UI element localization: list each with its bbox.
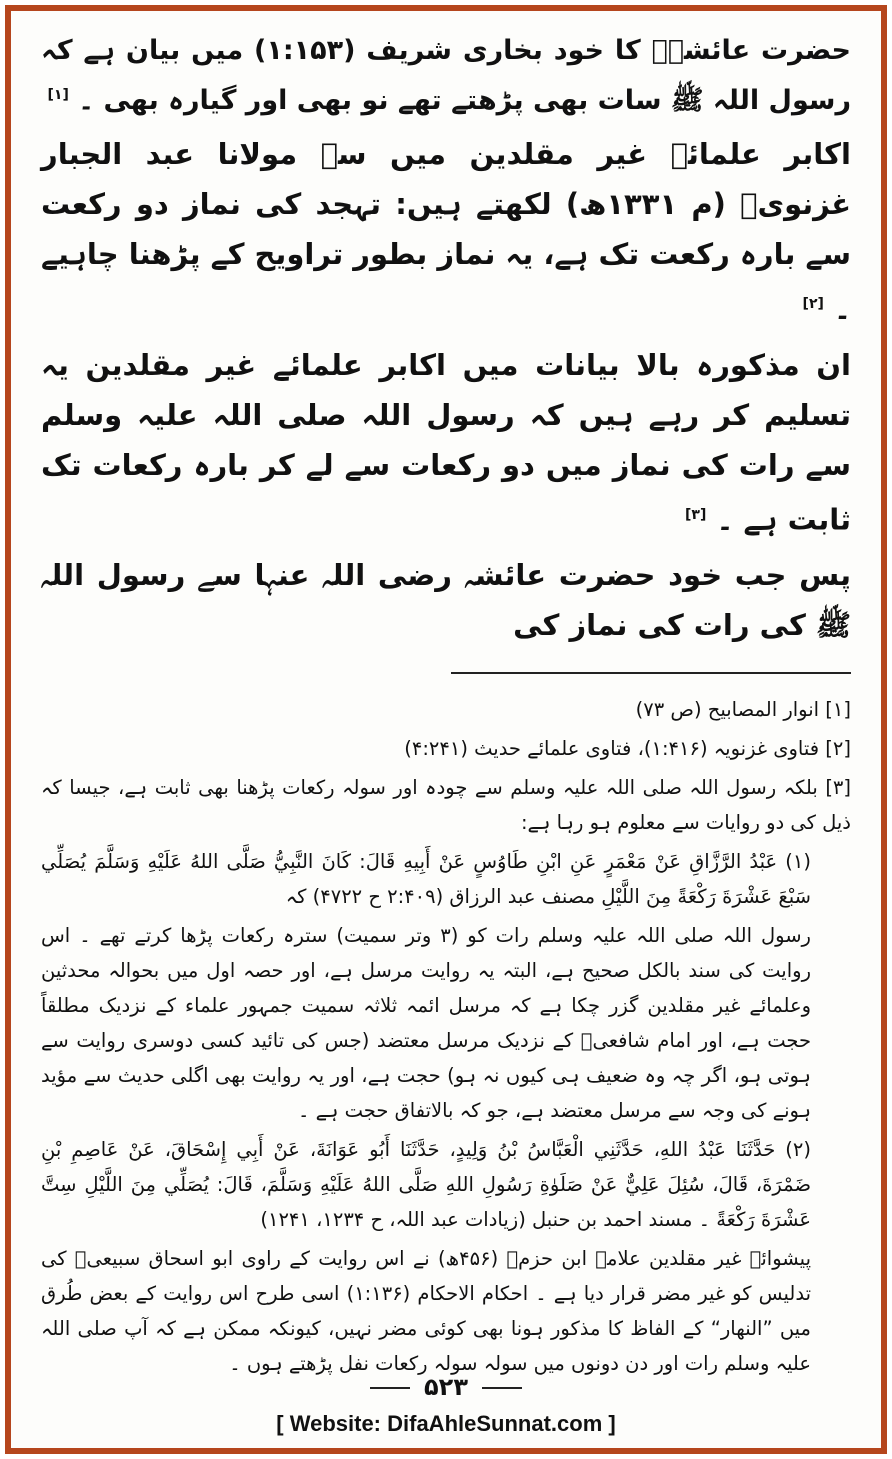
- main-paragraph-4: پس جب خود حضرت عائشہ رضی اللہ عنہا سے رسول اللہ ﷺ کی رات کی نماز کی: [41, 558, 851, 643]
- main-paragraph-1: حضرت عائشہؓ کا خود بخاری شریف (۱:۱۵۳) میں بیان ہے کہ رسول اللہ ﷺ سات بھی پڑھتے تھے نو بھی اور گیارہ بھی ۔ [۱]: [41, 35, 852, 116]
- dash-left: [482, 1387, 522, 1389]
- ref-marker-2: [۲]: [802, 296, 824, 312]
- narration-2-arabic: (۲) حَدَّثَنَا عَبْدُ اللهِ، حَدَّثَنِي الْعَبَّاسُ بْنُ وَلِيدٍ، حَدَّثَنَا أَبُو عَوَانَةَ، عَنْ أَبِي إِسْحَاقَ، عَنْ عَاصِمِ بْنِ ضَمْرَةَ، قَالَ، سُئِلَ عَلِيٌّ عَنْ صَلَوٰةِ رَسُولِ اللهِ صَلَّى اللهُ عَلَيْهِ وَسَلَّمَ، قَالَ: يُصَلِّي مِنَ اللَّيْلِ سِتَّ عَشْرَةَ رَكْعَةً ۔ مسند احمد بن حنبل (زیادات عبد اللہ، ح ۱۲۳۴، ۱۲۴۱): [41, 1138, 811, 1232]
- page-body: [41, 29, 851, 1385]
- ref-marker-1: [۱]: [47, 87, 69, 103]
- footnote-3-ref: [۳]: [825, 776, 852, 800]
- footnote-1: [۱] انوار المصابیح (ص ۷۳): [635, 698, 851, 722]
- page-frame: [5, 5, 887, 1454]
- dash-right: [370, 1387, 410, 1389]
- footnote-3: [۳] بلکہ رسول اللہ صلی اللہ علیہ وسلم سے چودہ اور سولہ رکعات پڑھنا بھی ثابت ہے، جیسا کہ ذیل کی دو روایات سے معلوم ہو رہا ہے:: [41, 776, 852, 835]
- ref-marker-3: [۳]: [684, 506, 707, 523]
- footnote-2: [۲] فتاوی غزنویہ (۱:۴۱۶)، فتاوی علمائے حدیث (۴:۲۴۱): [404, 737, 851, 761]
- narration-2-commentary: پیشوائے غیر مقلدین علامہ ابن حزمؒ (۴۵۶ھ) نے اس روایت کے راوی ابو اسحاق سبیعیؒ کی تدلیس کو غیر مضر قرار دیا ہے ۔ احکام الاحکام (۱:۱۳۶) اسی طرح اس روایت کے بعض طُرق میں ”النھار“ کے الفاظ کا مذکور ہونا بھی کوئی مضر نہیں، کیونکہ ممکن ہے کہ آپ صلی اللہ علیہ وسلم رات اور دن دونوں میں سولہ سولہ رکعات نفل پڑھتے ہوں ۔: [41, 1247, 811, 1376]
- main-paragraph-2: اکابر علمائے غیر مقلدین میں سے مولانا عبد الجبار غزنویؒ (م ۱۳۳۱ھ) لکھتے ہیں: تہجد کی نماز دو رکعت سے بارہ رکعت تک ہے، یہ نماز بطور تراویح کے پڑھنا چاہیے ۔ [۲]: [41, 137, 852, 326]
- page-number: ۵۲۳: [11, 1373, 881, 1401]
- main-text: [41, 29, 851, 650]
- footnote-divider: [451, 672, 851, 674]
- narration-1-commentary: رسول اللہ صلی اللہ علیہ وسلم رات کو (۳ وتر سمیت) سترہ رکعات پڑھا کرتے تھے ۔ اس روایت کی سند بالکل صحیح ہے، البتہ یہ روایت مرسل ہے، اور حصہ اول میں بحوالہ محدثین وعلمائے غیر مقلدین گزر چکا ہے کہ مرسل ائمہ ثلاثہ سمیت جمہور علماء کے نزدیک مطلقاً حجت ہے، اور امام شافعیؒ کے نزدیک مرسل معتضد (جس کی تائید کسی دوسری روایت سے ہوتی ہو، اگر چہ وہ ضعیف ہی کیوں نہ ہو) حجت ہے، اور یہ روایت بھی اگلی حدیث سے مؤید ہونے کی وجہ سے مرسل معتضد ہے، جو کہ بالاتفاق حجت ہے ۔: [41, 924, 811, 1123]
- website-footer: [ Website: DifaAhleSunnat.com ]: [276, 1411, 616, 1436]
- footnote-1-ref: [۱]: [825, 698, 851, 722]
- main-paragraph-3: ان مذکورہ بالا بیانات میں اکابر علمائے غیر مقلدین یہ تسلیم کر رہے ہیں کہ رسول اللہ صلی اللہ علیہ وسلم سے رات کی نماز میں دو رکعات سے لے کر بارہ رکعات تک ثابت ہے ۔ [۳]: [41, 347, 851, 537]
- footnote-2-ref: [۲]: [825, 737, 851, 761]
- narration-1-arabic: (۱) عَبْدُ الرَّزَّاقِ عَنْ مَعْمَرٍ عَنِ ابْنِ طَاوُسٍ عَنْ أَبِيهِ قَالَ: كَانَ النَّبِيُّ صَلَّى اللهُ عَلَيْهِ وَسَلَّمَ يُصَلِّي سَبْعَ عَشْرَةَ رَكْعَةً مِنَ اللَّيْلِ مصنف عبد الرزاق (۲:۴۰۹ ح ۴۷۲۲) کہ: [41, 850, 811, 909]
- footnotes: [41, 692, 851, 1381]
